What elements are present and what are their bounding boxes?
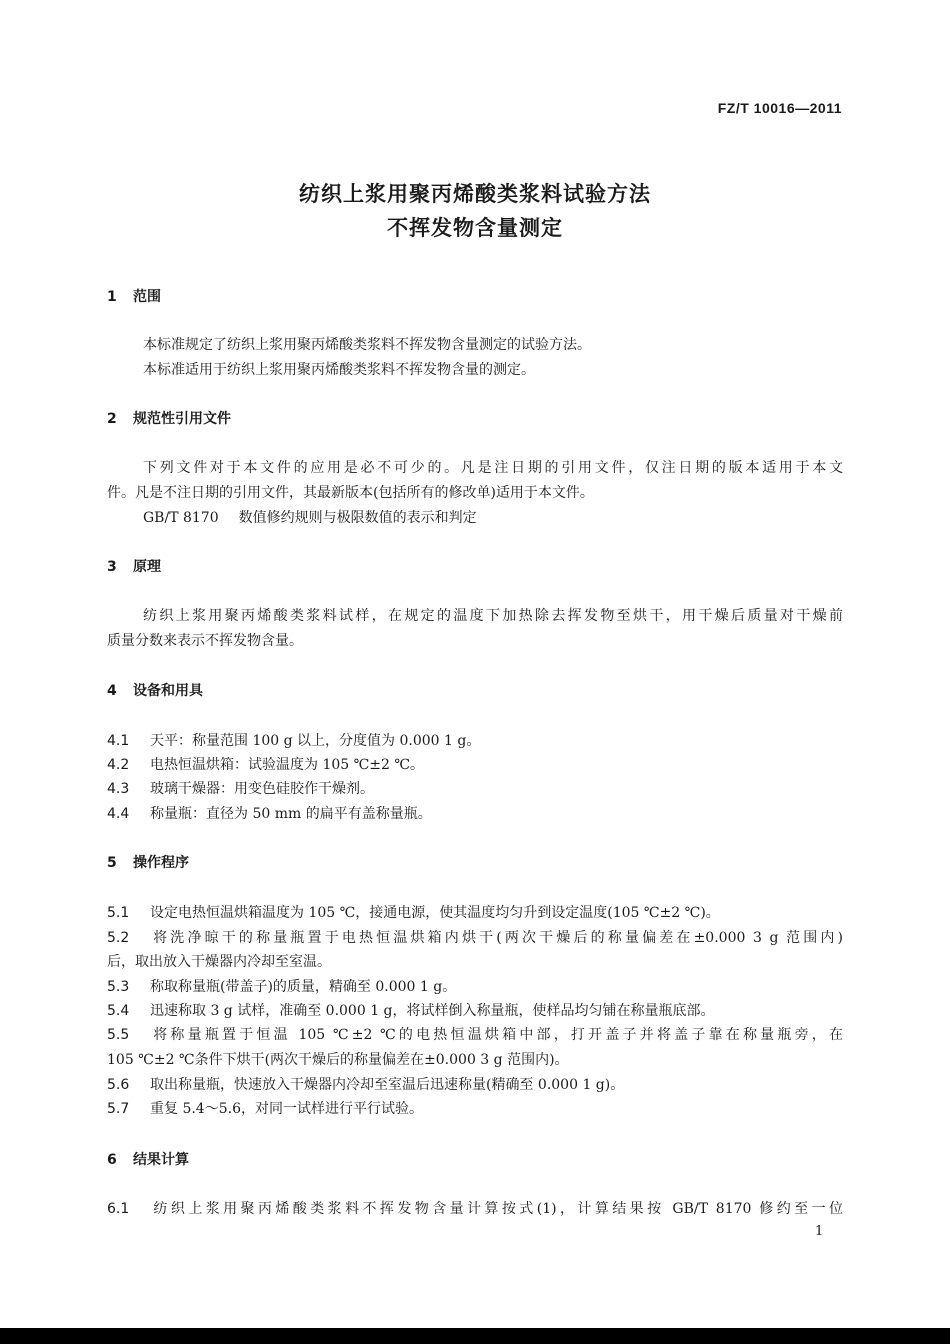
section-number: 5 [107,855,117,871]
reference-code: GB/T 8170 [143,510,219,526]
standard-number: FZ/T 10016—2011 [717,100,842,116]
paragraph-line: 纺织上浆用聚丙烯酸类浆料试样，在规定的温度下加热除去挥发物至烘干，用干燥后质量对干燥前 [143,608,843,624]
list-item-continuation: 105 ℃±2 ℃条件下烘干(两次干燥后的称量偏差在±0.000 3 g 范围内)。 [107,1052,569,1068]
item-number: 4.1 [107,733,130,749]
section-title: 结果计算 [133,1152,189,1168]
section-2-heading [107,408,231,428]
list-item [107,754,424,774]
item-number: 4.4 [107,806,130,822]
reference-title: 数值修约规则与极限数值的表示和判定 [238,510,477,526]
item-text: 重复 5.4～5.6，对同一试样进行平行试验。 [150,1101,423,1117]
section-1-heading [107,286,161,306]
list-item [107,927,843,947]
normative-reference [143,507,477,527]
bottom-border [0,1328,950,1344]
item-text: 纺织上浆用聚丙烯酸类浆料不挥发物含量计算按式(1)，计算结果按 GB/T 8170 修约至一位 [150,1201,843,1217]
list-item [107,902,720,922]
item-number: 4.3 [107,781,130,797]
paragraph-line: 下列文件对于本文件的应用是必不可少的。凡是注日期的引用文件，仅注日期的版本适用于本文 [143,460,843,476]
paragraph-line: 质量分数来表示不挥发物含量。 [107,633,303,649]
list-item-continuation: 后，取出放入干燥器内冷却至室温。 [107,954,331,970]
document-title-line1: 纺织上浆用聚丙烯酸类浆料试验方法 [299,182,651,206]
list-item [107,778,374,798]
paragraph: 本标准适用于纺织上浆用聚丙烯酸类浆料不挥发物含量的测定。 [143,362,535,378]
item-text: 取出称量瓶，快速放入干燥器内冷却至室温后迅速称量(精确至 0.000 1 g)。 [150,1077,625,1093]
section-6-heading [107,1149,189,1169]
section-title: 原理 [133,559,161,575]
item-text: 天平：称量范围 100 g 以上，分度值为 0.000 1 g。 [150,733,481,749]
item-text: 玻璃干燥器：用变色硅胶作干燥剂。 [150,781,374,797]
item-number: 5.5 [107,1027,130,1043]
section-title: 设备和用具 [133,683,203,699]
paragraph: 本标准规定了纺织上浆用聚丙烯酸类浆料不挥发物含量测定的试验方法。 [143,337,591,353]
list-item [107,1024,843,1044]
item-number: 5.3 [107,979,130,995]
section-number: 3 [107,559,117,575]
item-number: 5.7 [107,1101,130,1117]
item-text: 电热恒温烘箱：试验温度为 105 ℃±2 ℃。 [150,757,425,773]
section-number: 1 [107,289,117,305]
item-number: 5.2 [107,930,130,946]
list-item [107,803,432,823]
section-number: 2 [107,411,117,427]
section-title: 规范性引用文件 [133,411,231,427]
paragraph-line: 件。凡是不注日期的引用文件，其最新版本(包括所有的修改单)适用于本文件。 [107,485,594,501]
item-text: 设定电热恒温烘箱温度为 105 ℃，接通电源，使其温度均匀升到设定温度(105 ℃±2 ℃)。 [150,905,720,921]
section-title: 操作程序 [133,855,189,871]
list-item [107,1000,715,1020]
list-item [107,1074,624,1094]
item-text: 迅速称取 3 g 试样，准确至 0.000 1 g，将试样倒入称量瓶，使样品均匀铺在称量瓶底部。 [150,1003,715,1019]
list-item [107,976,456,996]
page-number: 1 [815,1224,824,1239]
item-number: 6.1 [107,1201,130,1217]
section-3-heading [107,556,161,576]
list-item [107,730,480,750]
item-text: 称取称量瓶(带盖子)的质量，精确至 0.000 1 g。 [150,979,457,995]
item-number: 5.6 [107,1077,130,1093]
item-number: 5.1 [107,905,130,921]
section-4-heading [107,680,203,700]
section-number: 6 [107,1152,117,1168]
item-text: 称量瓶：直径为 50 mm 的扁平有盖称量瓶。 [150,806,432,822]
item-text: 将称量瓶置于恒温 105 ℃±2 ℃的电热恒温烘箱中部，打开盖子并将盖子靠在称量瓶旁，在 [150,1027,843,1043]
document-title-line2: 不挥发物含量测定 [387,216,563,240]
section-title: 范围 [133,289,161,305]
section-5-heading [107,852,189,872]
item-number: 5.4 [107,1003,130,1019]
list-item [107,1198,843,1218]
item-number: 4.2 [107,757,130,773]
section-number: 4 [107,683,117,699]
item-text: 将洗净晾干的称量瓶置于电热恒温烘箱内烘干(两次干燥后的称量偏差在±0.000 3 g 范围内) [150,930,843,946]
list-item [107,1098,423,1118]
